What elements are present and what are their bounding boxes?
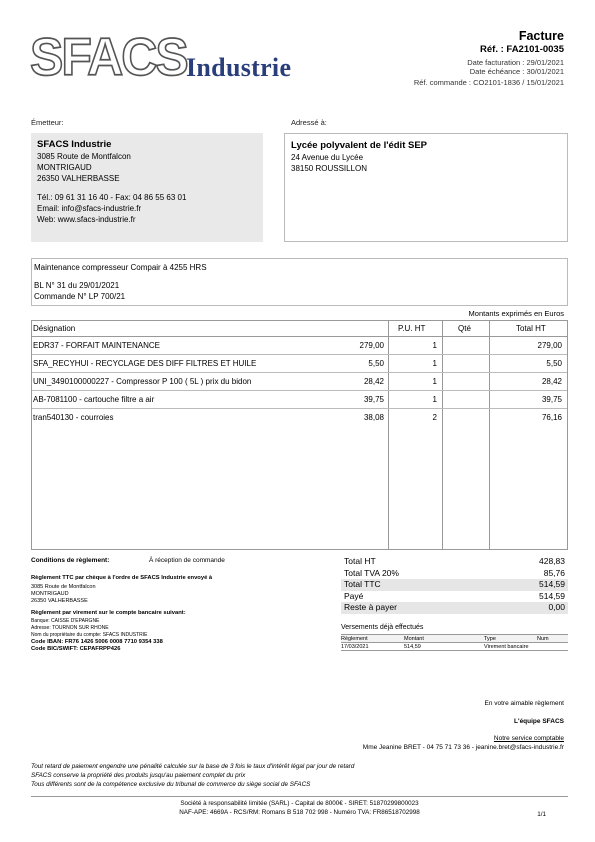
emitter-email: Email: info@sfacs-industrie.fr — [37, 204, 142, 213]
bic: Code BIC/SWIFT: CEPAFRPP426 — [31, 646, 121, 652]
cheque-address: 3085 Route de Montfalcon — [31, 584, 96, 590]
row-quantity: 1 — [432, 395, 437, 404]
recipient-city: 38150 ROUSSILLON — [291, 164, 368, 173]
header-quantity: Qté — [458, 324, 471, 333]
row-unit-price: 5,50 — [368, 359, 384, 368]
header-unit-price: P.U. HT — [398, 324, 426, 333]
items-table — [31, 320, 568, 550]
total-value: 0,00 — [548, 602, 565, 612]
row-designation: EDR37 - FORFAIT MAINTENANCE — [33, 341, 160, 350]
total-label: Total TTC — [344, 579, 381, 589]
total-value: 428,83 — [539, 556, 565, 566]
row-designation: tran540130 - courroies — [33, 413, 114, 422]
recipient-name: Lycée polyvalent de l'édit SEP — [291, 140, 428, 151]
recipient-box — [284, 133, 568, 242]
total-ht-row — [341, 556, 568, 568]
total-label: Payé — [344, 590, 364, 601]
total-value: 514,59 — [539, 590, 565, 601]
emitter-city: MONTRIGAUD — [37, 163, 92, 172]
account-owner: Nom du propriétaire du compte: SFACS INDUSTRIE — [31, 632, 148, 638]
currency-note: Montants exprimés en Euros — [468, 309, 564, 318]
emitter-name: SFACS Industrie — [37, 139, 112, 150]
team-signature: L'équipe SFACS — [514, 718, 564, 725]
header-designation: Désignation — [33, 324, 76, 333]
bank-name: Banque: CAISSE D'EPARGNE — [31, 618, 100, 624]
invoice-reference: Réf. : FA2101-0035 — [480, 44, 564, 55]
info-order-number: Commande N° LP 700/21 — [34, 292, 126, 301]
emitter-website: Web: www.sfacs-industrie.fr — [37, 215, 136, 224]
cheque-title: Règlement TTC par chèque à l'ordre de SFACS Industrie envoyé à — [31, 575, 213, 581]
invoice-date: Date facturation : 29/01/2021 — [467, 58, 564, 67]
payments-header-montant: Montant — [404, 636, 424, 642]
row-unit-price: 39,75 — [363, 395, 384, 404]
order-reference: Réf. commande : CO2101-1836 / 15/01/2021 — [413, 78, 564, 87]
conditions-label: Conditions de règlement: — [31, 557, 110, 564]
emitter-label: Émetteur: — [31, 118, 64, 127]
totals-block — [341, 556, 568, 614]
remaining-row — [341, 602, 568, 614]
document-title: Facture — [518, 29, 564, 43]
payments-title: Versements déjà effectués — [341, 624, 424, 631]
legal-line: Tous différents sont de la compétence exclusive du tribunal de commerce du siège social de SFACS — [31, 781, 311, 788]
row-total: 279,00 — [537, 341, 562, 350]
total-ttc-row — [341, 579, 568, 591]
total-tva-row — [341, 568, 568, 580]
accounting-department: Notre service comptable — [493, 735, 564, 742]
row-unit-price: 28,42 — [363, 377, 384, 386]
legal-line: SFACS conserve la propriété des produits jusqu'au paiement complet du prix — [31, 772, 246, 779]
iban: Code IBAN: FR76 1426 5006 0008 7710 9354 338 — [31, 639, 163, 645]
footer-company-info: Société à responsabilité limitée (SARL) - Capital de 8000€ - SIRET: 51870299800023 — [180, 800, 419, 807]
recipient-address: 24 Avenue du Lycée — [291, 153, 364, 162]
legal-line: Tout retard de paiement engendre une pénalité calculée sur la base de 3 fois le taux d'intérêt légal par jour de retard — [31, 763, 355, 770]
emitter-postcode: 26350 VALHERBASSE — [37, 174, 120, 183]
virement-title: Règlement par virement sur le compte bancaire suivant: — [31, 610, 186, 616]
row-total: 39,75 — [541, 395, 562, 404]
total-value: 85,76 — [543, 567, 565, 578]
conditions-value: À réception de commande — [149, 557, 225, 564]
cheque-city: MONTRIGAUD — [31, 591, 69, 597]
total-label: Total TVA 20% — [344, 567, 399, 578]
legal-notice — [31, 762, 354, 789]
info-box — [31, 258, 568, 306]
recipient-label: Adressé à: — [291, 118, 327, 127]
table-row — [32, 391, 567, 409]
cheque-postcode: 26350 VALHERBASSE — [31, 598, 88, 604]
total-value: 514,59 — [539, 579, 565, 589]
row-unit-price: 279,00 — [359, 341, 384, 350]
emitter-box — [31, 133, 263, 242]
closing-line: En votre aimable règlement — [484, 700, 564, 707]
payment-row — [341, 643, 568, 651]
payment-type: Virement bancaire — [484, 644, 529, 650]
page-number: 1/1 — [537, 811, 546, 818]
accounting-contact: Mme Jeanine BRET - 04 75 71 73 36 - jeanine.bret@sfacs-industrie.fr — [362, 744, 564, 751]
row-designation: UNI_3490100000227 - Compressor P 100 ( 5L ) prix du bidon — [33, 377, 252, 386]
row-designation: SFA_RECYHUI - RECYCLAGE DES DIFF FILTRES ET HUILE — [33, 359, 257, 368]
company-logo — [30, 27, 315, 87]
total-label: Total HT — [344, 556, 376, 566]
payments-header-type: Type — [484, 636, 496, 642]
payments-made — [341, 624, 568, 651]
payment-conditions — [31, 557, 271, 653]
payments-table — [341, 634, 568, 651]
header-total: Total HT — [516, 324, 546, 333]
table-row — [32, 337, 567, 355]
row-designation: AB-7081100 - cartouche filtre a air — [33, 395, 155, 404]
table-row — [32, 373, 567, 391]
emitter-phone: Tél.: 09 61 31 16 40 - Fax: 04 86 55 63 01 — [37, 193, 187, 202]
row-quantity: 2 — [432, 413, 437, 422]
payment-amount: 514,59 — [404, 644, 421, 650]
row-quantity: 1 — [432, 341, 437, 350]
total-label: Reste à payer — [344, 602, 397, 612]
payments-header — [341, 635, 568, 643]
table-row — [32, 409, 567, 427]
footer-registration: NAF-APE: 4669A - RCS/RM: Romans B 518 702 998 - Numéro TVA: FR86518702998 — [179, 809, 420, 816]
paid-row — [341, 591, 568, 603]
row-total: 28,42 — [541, 377, 562, 386]
logo-mark: SFACS — [30, 27, 187, 87]
bank-address: Adresse: TOURNON SUR RHONE — [31, 625, 109, 631]
row-total: 5,50 — [546, 359, 562, 368]
payments-header-reglement: Règlement — [341, 636, 368, 642]
payment-date: 17/03/2021 — [341, 644, 369, 650]
row-quantity: 1 — [432, 377, 437, 386]
payments-header-num: Num — [537, 636, 549, 642]
emitter-address: 3085 Route de Montfalcon — [37, 152, 131, 161]
info-description: Maintenance compresseur Compair à 4255 HRS — [34, 263, 207, 272]
table-row — [32, 355, 567, 373]
due-date: Date échéance : 30/01/2021 — [469, 67, 564, 76]
footer-divider — [31, 796, 568, 797]
logo-subtitle: Industrie — [186, 53, 292, 82]
table-header — [32, 321, 567, 337]
row-quantity: 1 — [432, 359, 437, 368]
row-total: 76,16 — [541, 413, 562, 422]
info-delivery-note: BL N° 31 du 29/01/2021 — [34, 281, 120, 290]
row-unit-price: 38,08 — [363, 413, 384, 422]
